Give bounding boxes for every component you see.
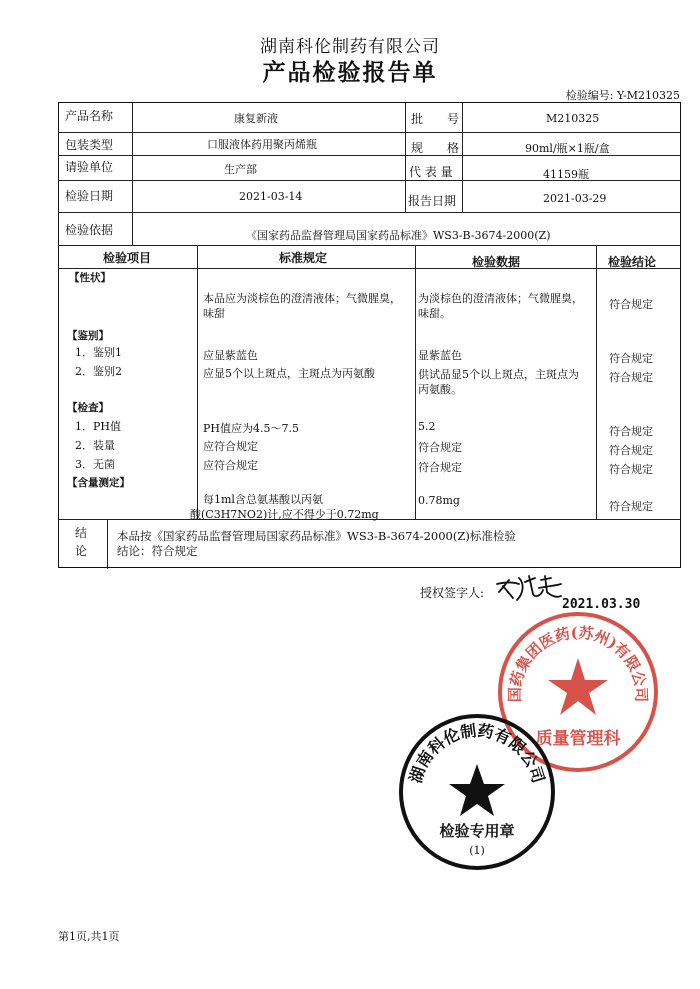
item-sterility: 3．无菌 <box>75 458 115 471</box>
label-packaging: 包装类型 <box>65 138 114 152</box>
svg-text:质量管理科: 质量管理科 <box>535 729 621 749</box>
packaging: 口服液体药用聚丙烯瓶 <box>207 138 317 151</box>
report-date: 2021-03-29 <box>543 192 607 205</box>
label-spec: 规 格 <box>411 141 460 155</box>
section-assay: 【含量测定】 <box>67 477 130 489</box>
conclusion-assay: 符合规定 <box>609 500 653 513</box>
data-character: 为淡棕色的澄清液体；气微腥臭，味甜。 <box>418 292 583 320</box>
item-ph: 1．PH值 <box>75 420 121 433</box>
conclusion-identification-2: 符合规定 <box>609 371 653 384</box>
data-sterility: 符合规定 <box>418 461 462 474</box>
section-identification: 【鉴别】 <box>67 330 109 342</box>
report-number-value: Y-M210325 <box>616 89 680 102</box>
company-name: 湖南科伦制药有限公司 <box>260 37 440 57</box>
report-number <box>566 87 680 103</box>
label-test-date: 检验日期 <box>65 189 114 203</box>
document-title: 产品检验报告单 <box>262 60 438 86</box>
standard-assay-line2: 酸(C3H7NO2)计,应不得少于0.72mg <box>190 508 379 521</box>
standard-assay-line1: 每1ml含总氨基酸以丙氨 <box>203 493 323 506</box>
label-basis: 检验依据 <box>65 223 114 237</box>
label-requester: 请验单位 <box>65 160 114 174</box>
data-assay: 0.78mg <box>418 494 460 507</box>
conclusion-line-1: 本品按《国家药品监督管理局国家药品标准》WS3-B-3674-2000(Z)标准检验 <box>117 529 516 543</box>
label-batch-no: 批 号 <box>411 112 460 126</box>
column-header-item: 检验项目 <box>103 251 152 265</box>
standard-identification-1: 应显紫蓝色 <box>203 349 258 362</box>
signature-date: 2021.03.30 <box>562 597 641 612</box>
spec: 90ml/瓶×1瓶/盒 <box>525 142 610 155</box>
sample-qty: 41159瓶 <box>543 168 589 181</box>
inspection-table <box>58 102 681 568</box>
data-fill-volume: 符合规定 <box>418 441 462 454</box>
label-report-date: 报告日期 <box>408 194 457 208</box>
data-ph: 5.2 <box>418 420 436 433</box>
data-identification-2: 供试品显5个以上斑点，主斑点为丙氨酸。 <box>418 368 579 396</box>
conclusion-sterility: 符合规定 <box>609 463 653 476</box>
column-header-data: 检验数据 <box>472 255 521 269</box>
section-inspection: 【检查】 <box>67 402 109 414</box>
conclusion-label-2: 论 <box>75 544 88 558</box>
svg-text:湖南科伦制药有限公司: 湖南科伦制药有限公司 <box>405 720 549 786</box>
item-fill-volume: 2．装量 <box>75 439 115 452</box>
item-identification-1: 1．鉴别1 <box>75 346 122 359</box>
basis: 《国家药品监督管理局国家药品标准》WS3-B-3674-2000(Z) <box>246 229 551 242</box>
conclusion-line-2: 结论：符合规定 <box>117 544 198 558</box>
svg-text:(1): (1) <box>469 844 485 857</box>
report-number-label: 检验编号: <box>565 89 614 102</box>
column-header-conclusion: 检验结论 <box>608 255 657 269</box>
svg-text:检验专用章: 检验专用章 <box>439 822 515 840</box>
standard-ph: PH值应为4.5～7.5 <box>203 422 299 435</box>
requester: 生产部 <box>224 163 257 176</box>
conclusion-fill-volume: 符合规定 <box>609 444 653 457</box>
column-header-standard: 标准规定 <box>279 251 328 265</box>
standard-sterility: 应符合规定 <box>203 459 258 472</box>
page-indicator: 第1页,共1页 <box>58 930 120 943</box>
signature-label: 授权签字人: <box>420 586 485 600</box>
label-sample-qty: 代 表 量 <box>409 165 453 179</box>
black-inspection-seal <box>397 712 557 872</box>
batch-no: M210325 <box>546 112 600 125</box>
conclusion-ph: 符合规定 <box>609 425 653 438</box>
test-date: 2021-03-14 <box>239 190 303 203</box>
conclusion-identification-1: 符合规定 <box>609 352 653 365</box>
standard-fill-volume: 应符合规定 <box>203 440 258 453</box>
label-product-name: 产品名称 <box>65 109 114 123</box>
standard-identification-2: 应显5个以上斑点，主斑点为丙氨酸 <box>203 367 375 380</box>
conclusion-character: 符合规定 <box>609 298 653 311</box>
item-identification-2: 2．鉴别2 <box>75 365 122 378</box>
conclusion-label-1: 结 <box>75 526 88 540</box>
standard-character: 本品应为淡棕色的澄清液体；气微腥臭，味甜 <box>203 292 401 320</box>
product-name: 康复新液 <box>234 112 278 125</box>
svg-text:国药集团医药(苏州)有限公司: 国药集团医药(苏州)有限公司 <box>505 623 651 703</box>
data-identification-1: 显紫蓝色 <box>418 349 462 362</box>
section-character: 【性状】 <box>69 272 111 284</box>
